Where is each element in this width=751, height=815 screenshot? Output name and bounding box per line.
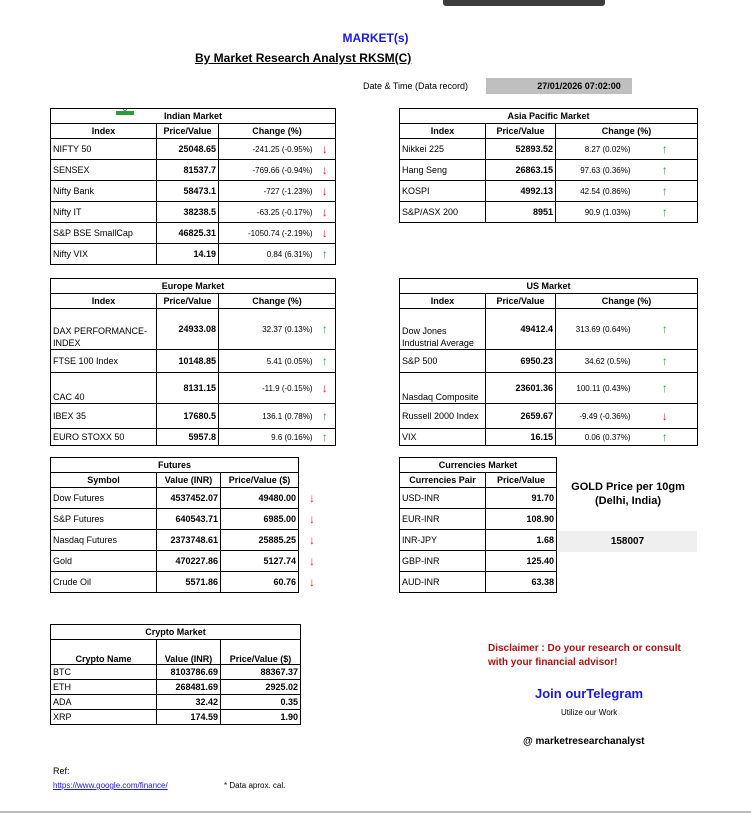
arrow-up-icon: ↑ [633,139,698,160]
arrow-up-icon: ↑ [633,309,698,350]
arrow-down-icon: ↓ [315,160,336,181]
price-value: 38238.5 [157,202,219,223]
index-name: S&P 500 [400,350,486,373]
change-value: 0.06 (0.37%) [556,429,633,446]
index-name: Russell 2000 Index [400,404,486,429]
arrow-up-icon: ↑ [633,350,698,373]
arrow-down-icon: ↓ [315,139,336,160]
currencies-title: Currencies Market [400,458,557,473]
currency-pair: USD-INR [400,488,486,509]
currency-pair: GBP-INR [400,551,486,572]
table-row [51,244,336,265]
price-value: 49412.4 [486,309,556,350]
change-value: 136.1 (0.78%) [219,404,315,429]
table-row [51,350,336,373]
page-subtitle: By Market Research Analyst RKSM(C) [195,51,412,65]
arrow-up-icon: ↑ [315,309,336,350]
index-name: DAX PERFORMANCE-INDEX [51,309,157,350]
price-value: 24933.08 [157,309,219,350]
price-value: 4992.13 [486,181,556,202]
table-row [400,404,698,429]
futures-table [50,457,336,593]
arrow-up-icon: ↑ [633,429,698,446]
price-value: 17680.5 [157,404,219,429]
col-header: Index [400,294,486,309]
europe-market-table [50,278,336,446]
page-title: MARKET(s) [342,31,409,45]
col-header: Price/Value [157,294,219,309]
change-value: -769.66 (-0.94%) [219,160,315,181]
reference-label: Ref: [53,766,70,776]
arrow-down-icon: ↓ [309,533,315,547]
col-header: Price/Value [486,294,556,309]
value-usd: 2925.02 [221,680,301,695]
us-market-title: US Market [400,279,698,294]
change-value: -1050.74 (-2.19%) [219,223,315,244]
col-header: Price/Value ($) [221,640,301,665]
table-row [51,160,336,181]
table-row [51,710,301,725]
symbol-name: Dow Futures [51,488,157,509]
gold-price-title: GOLD Price per 10gm (Delhi, India) [571,481,685,507]
value-usd: 88367.37 [221,665,301,680]
change-value: 100.11 (0.43%) [556,373,633,404]
table-row [400,488,557,509]
crypto-title: Crypto Market [51,625,301,640]
table-row [51,404,336,429]
futures-title: Futures [51,458,299,473]
value-usd: 0.35 [221,695,301,710]
change-value: -11.9 (-0.15%) [219,373,315,404]
value-usd: 5127.74 [221,551,299,572]
price-value: 63.38 [486,572,557,593]
value-inr: 4537452.07 [157,488,221,509]
table-row [51,488,336,509]
change-value: 313.69 (0.64%) [556,309,633,350]
price-value: 125.40 [486,551,557,572]
arrow-up-icon: ↑ [315,350,336,373]
value-inr: 5571.86 [157,572,221,593]
arrow-down-icon: ↓ [309,491,315,505]
datetime-value: 27/01/2026 07:02:00 [486,78,632,94]
gold-price-value: 158007 [558,531,697,552]
index-name: Hang Seng [400,160,486,181]
index-name: Nikkei 225 [400,139,486,160]
value-inr: 32.42 [157,695,221,710]
price-value: 58473.1 [157,181,219,202]
change-value: 5.41 (0.05%) [219,350,315,373]
price-value: 108.90 [486,509,557,530]
price-value: 91.70 [486,488,557,509]
approximation-note: * Data aprox. cal. [224,781,286,790]
col-header: Price/Value [486,473,557,488]
price-value: 5957.8 [157,429,219,446]
arrow-down-icon: ↓ [315,373,336,404]
value-inr: 470227.86 [157,551,221,572]
col-header: Index [400,124,486,139]
table-row [400,373,698,404]
symbol-name: Gold [51,551,157,572]
table-row [51,530,336,551]
window-top-bar [443,0,605,6]
col-header: Price/Value [157,124,219,139]
value-inr: 268481.69 [157,680,221,695]
price-value: 6950.23 [486,350,556,373]
table-row [400,160,698,181]
index-name: Nasdaq Composite [400,373,486,404]
col-header: Index [51,124,157,139]
crypto-name: XRP [51,710,157,725]
symbol-name: Nasdaq Futures [51,530,157,551]
table-row [400,309,698,350]
datetime-label: Date & Time (Data record) [363,81,469,91]
table-row [400,350,698,373]
price-value: 8951 [486,202,556,223]
index-name: VIX [400,429,486,446]
col-header: Change (%) [219,294,336,309]
price-value: 14.19 [157,244,219,265]
arrow-up-icon: ↑ [633,373,698,404]
change-value: -9.49 (-0.36%) [556,404,633,429]
arrow-down-icon: ↓ [315,181,336,202]
table-row [400,572,557,593]
europe-market-title: Europe Market [51,279,336,294]
price-value: 46825.31 [157,223,219,244]
value-usd: 60.76 [221,572,299,593]
arrow-down-icon: ↓ [309,512,315,526]
disclaimer-text: Disclaimer : Do your research or consult with your financial advisor! [488,643,681,668]
price-value: 26863.15 [486,160,556,181]
currencies-table [399,457,557,593]
us-market-table [399,278,698,446]
table-row [400,530,557,551]
table-row [51,665,301,680]
arrow-down-icon: ↓ [315,202,336,223]
crypto-name: ADA [51,695,157,710]
table-row [51,509,336,530]
price-value: 23601.36 [486,373,556,404]
index-name: S&P/ASX 200 [400,202,486,223]
index-name: Nifty Bank [51,181,157,202]
col-header: Value (INR) [157,640,221,665]
index-name: Dow Jones Industrial Average [400,309,486,350]
col-header: Symbol [51,473,157,488]
price-value: 25048.65 [157,139,219,160]
table-row [51,572,336,593]
table-row [400,139,698,160]
table-row [51,139,336,160]
value-usd: 6985.00 [221,509,299,530]
symbol-name: Crude Oil [51,572,157,593]
arrow-down-icon: ↓ [309,554,315,568]
table-row [51,551,336,572]
value-inr: 640543.71 [157,509,221,530]
change-value: 9.6 (0.16%) [219,429,315,446]
table-row [400,202,698,223]
change-value: 97.63 (0.36%) [556,160,633,181]
change-value: 42.54 (0.86%) [556,181,633,202]
col-header: Change (%) [219,124,336,139]
currency-pair: EUR-INR [400,509,486,530]
col-header: Index [51,294,157,309]
change-value: 90.9 (1.03%) [556,202,633,223]
col-header: Value (INR) [157,473,221,488]
change-value: 32.37 (0.13%) [219,309,315,350]
price-value: 10148.85 [157,350,219,373]
arrow-down-icon: ↓ [315,223,336,244]
change-value: -63.25 (-0.17%) [219,202,315,223]
col-header: Crypto Name [51,640,157,665]
price-value: 81537.7 [157,160,219,181]
table-row [400,509,557,530]
table-row [51,223,336,244]
reference-link[interactable]: https://www.google.com/finance/ [53,781,168,790]
change-value: 0.84 (6.31%) [219,244,315,265]
col-header: Change (%) [556,124,698,139]
table-row [400,429,698,446]
col-header: Price/Value ($) [221,473,299,488]
index-name: IBEX 35 [51,404,157,429]
currency-pair: INR-JPY [400,530,486,551]
arrow-down-icon: ↓ [633,404,698,429]
indian-market-title: Indian Market [164,111,223,121]
arrow-up-icon: ↑ [633,160,698,181]
table-row [51,202,336,223]
asia-market-title: Asia Pacific Market [400,109,698,124]
col-header: Price/Value [486,124,556,139]
index-name: Nifty VIX [51,244,157,265]
index-name: SENSEX [51,160,157,181]
table-row [51,181,336,202]
crypto-name: BTC [51,665,157,680]
index-name: FTSE 100 Index [51,350,157,373]
index-name: KOSPI [400,181,486,202]
table-row [51,309,336,350]
index-name: S&P BSE SmallCap [51,223,157,244]
change-value: -241.25 (-0.95%) [219,139,315,160]
price-value: 8131.15 [157,373,219,404]
value-inr: 8103786.69 [157,665,221,680]
index-name: CAC 40 [51,373,157,404]
table-row [51,429,336,446]
arrow-up-icon: ↑ [315,404,336,429]
arrow-up-icon: ↑ [315,429,336,446]
value-usd: 25885.25 [221,530,299,551]
index-name: Nifty IT [51,202,157,223]
india-flag-icon [116,109,134,116]
table-row [400,551,557,572]
price-value: 52893.52 [486,139,556,160]
asia-pacific-market-table [399,108,698,223]
symbol-name: S&P Futures [51,509,157,530]
col-header: Currencies Pair [400,473,486,488]
value-usd: 49480.00 [221,488,299,509]
price-value: 2659.67 [486,404,556,429]
indian-market-table [50,108,336,265]
price-value: 1.68 [486,530,557,551]
arrow-down-icon: ↓ [309,575,315,589]
table-row [51,373,336,404]
value-inr: 2373748.61 [157,530,221,551]
index-name: NIFTY 50 [51,139,157,160]
change-value: 34.62 (0.5%) [556,350,633,373]
telegram-subtitle: Utilize our Work [561,708,618,717]
currency-pair: AUD-INR [400,572,486,593]
bottom-divider [0,811,751,813]
change-value: 8.27 (0.02%) [556,139,633,160]
col-header: Change (%) [556,294,698,309]
change-value: -727 (-1.23%) [219,181,315,202]
value-inr: 174.59 [157,710,221,725]
arrow-up-icon: ↑ [315,244,336,265]
crypto-name: ETH [51,680,157,695]
table-row [400,181,698,202]
arrow-up-icon: ↑ [633,181,698,202]
arrow-up-icon: ↑ [633,202,698,223]
telegram-link[interactable]: Join ourTelegram [535,686,644,701]
crypto-table [50,624,301,725]
telegram-handle: @ marketresearchanalyst [523,736,645,747]
value-usd: 1.90 [221,710,301,725]
index-name: EURO STOXX 50 [51,429,157,446]
price-value: 16.15 [486,429,556,446]
